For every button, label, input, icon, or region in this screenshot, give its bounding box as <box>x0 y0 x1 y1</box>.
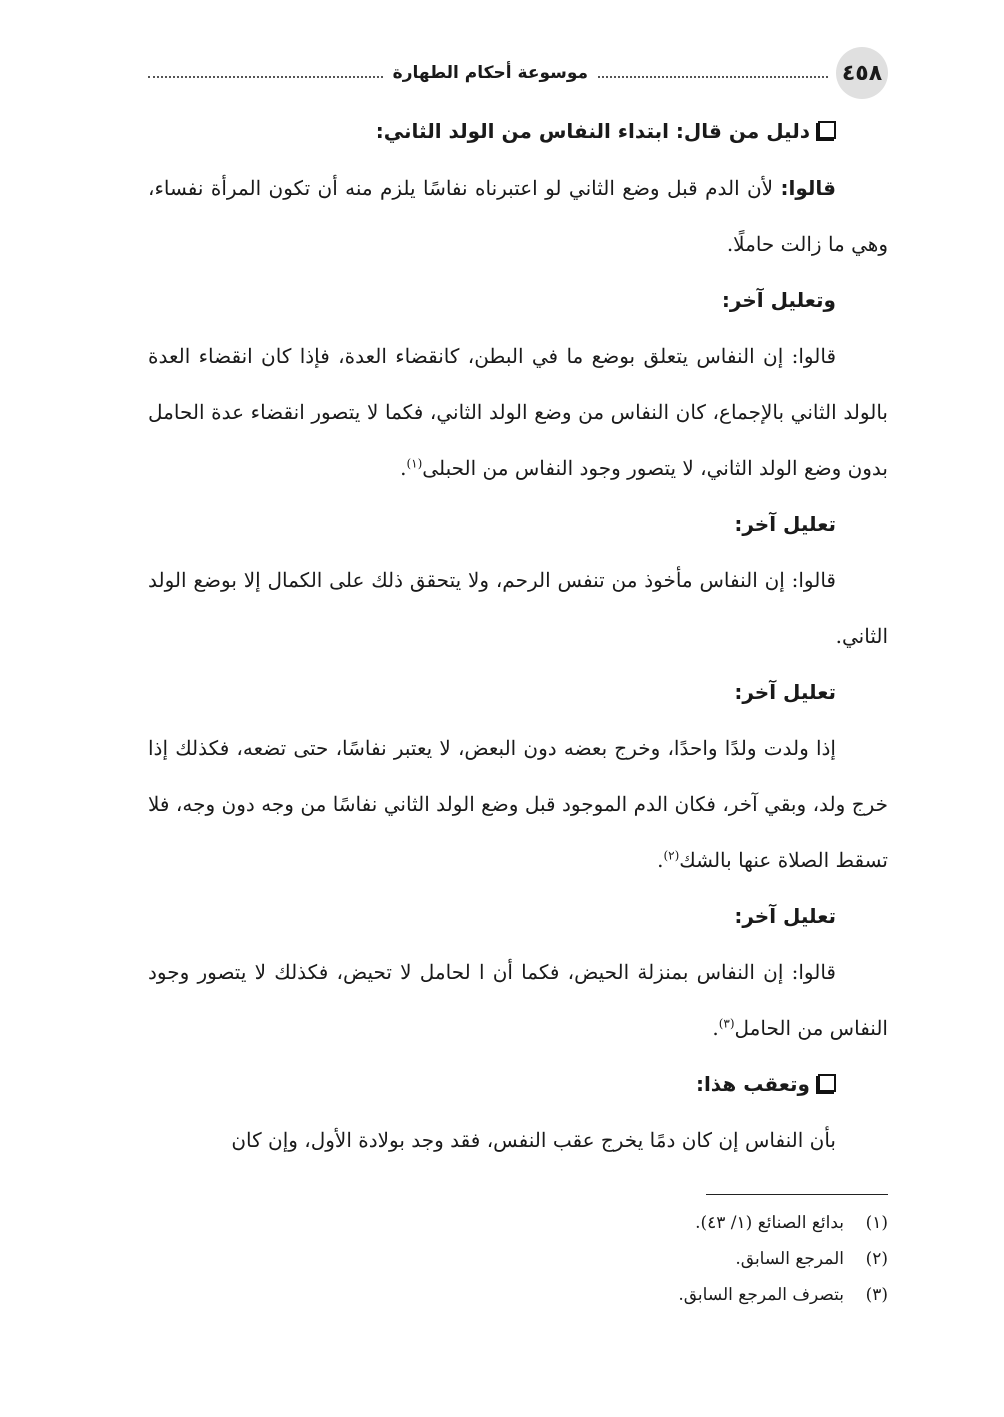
header-dots-left <box>148 76 383 78</box>
footnote-2-text: المرجع السابق. <box>735 1249 844 1269</box>
paragraph-4 <box>148 720 888 888</box>
paragraph-6 <box>148 1112 888 1168</box>
footnote-1-number: (١) <box>865 1213 888 1233</box>
paragraph-2-end: . <box>400 456 407 480</box>
paragraph-1-lead: قالوا: <box>780 176 836 200</box>
paragraph-2-text: قالوا: إن النفاس يتعلق بوضع ما في البطن، كانقضاء العدة، فإذا كان انقضاء العدة بالولد الثاني بالإجماع، كان النفاس من وضع الولد الثاني، فكما لا يتصور انقضاء عدة الحامل بدون وضع الولد الثاني، لا يتصور وجود النفاس من الحبلى <box>148 344 888 480</box>
section-heading-2 <box>148 1056 836 1112</box>
footnote-3 <box>148 1277 888 1313</box>
paragraph-4-text: إذا ولدت ولدًا واحدًا، وخرج بعضه دون البعض، لا يعتبر نفاسًا، حتى تضعه، فكذلك إذا خرج ولد، وبقي آخر، فكان الدم الموجود قبل وضع الولد الثاني نفاسًا من وجه دون وجه، فلا تسقط الصلاة عنها بالشك <box>148 736 888 872</box>
subheading-4: تعليل آخر: <box>734 904 836 928</box>
checkbox-square-icon <box>818 1074 836 1092</box>
footnote-2 <box>148 1241 888 1277</box>
footnote-ref-3[interactable]: (٣) <box>718 1016 735 1031</box>
running-title: موسوعة أحكام الطهارة <box>392 63 588 83</box>
section-heading <box>148 116 836 146</box>
subheading-2: تعليل آخر: <box>734 512 836 536</box>
section-heading-text: دليل من قال: ابتداء النفاس من الولد الثاني: <box>375 119 810 143</box>
header-dots-right <box>598 76 828 78</box>
paragraph-1 <box>148 160 888 272</box>
page <box>148 40 888 1313</box>
footnote-3-text: بتصرف المرجع السابق. <box>678 1285 844 1305</box>
footnotes <box>148 1205 888 1313</box>
subheading-1: وتعليل آخر: <box>721 288 836 312</box>
footnote-ref-1[interactable]: (١) <box>406 456 423 471</box>
footnote-3-number: (٣) <box>865 1285 888 1305</box>
paragraph-4-end: . <box>657 848 664 872</box>
paragraph-1-text: لأن الدم قبل وضع الثاني لو اعتبرناه نفاسًا يلزم منه أن تكون المرأة نفساء، وهي ما زالت حاملًا. <box>148 176 888 256</box>
paragraph-5-end: . <box>712 1016 719 1040</box>
paragraph-5-text: قالوا: إن النفاس بمنزلة الحيض، فكما أن ا لحامل لا تحيض، فكذلك لا يتصور وجود النفاس من الحامل <box>148 960 888 1040</box>
page-number: ٤٥٨ <box>836 47 888 99</box>
footnote-1 <box>148 1205 888 1241</box>
footnote-1-text: بدائع الصنائع (١/ ٤٣). <box>695 1213 844 1233</box>
paragraph-3 <box>148 552 888 664</box>
paragraph-6-text: بأن النفاس إن كان دمًا يخرج عقب النفس، فقد وجد بولادة الأول، وإن كان <box>231 1128 836 1152</box>
section-heading-2-text: وتعقب هذا: <box>695 1072 810 1096</box>
subheading-3: تعليل آخر: <box>734 680 836 704</box>
page-header <box>148 40 888 106</box>
paragraph-5 <box>148 944 888 1056</box>
footnote-ref-2[interactable]: (٢) <box>663 848 680 863</box>
footnote-divider <box>706 1194 888 1195</box>
footnote-2-number: (٢) <box>865 1249 888 1269</box>
checkbox-square-icon <box>818 121 836 139</box>
paragraph-3-text: قالوا: إن النفاس مأخوذ من تنفس الرحم، ولا يتحقق ذلك على الكمال إلا بوضع الولد الثاني. <box>148 568 888 648</box>
paragraph-2 <box>148 328 888 496</box>
